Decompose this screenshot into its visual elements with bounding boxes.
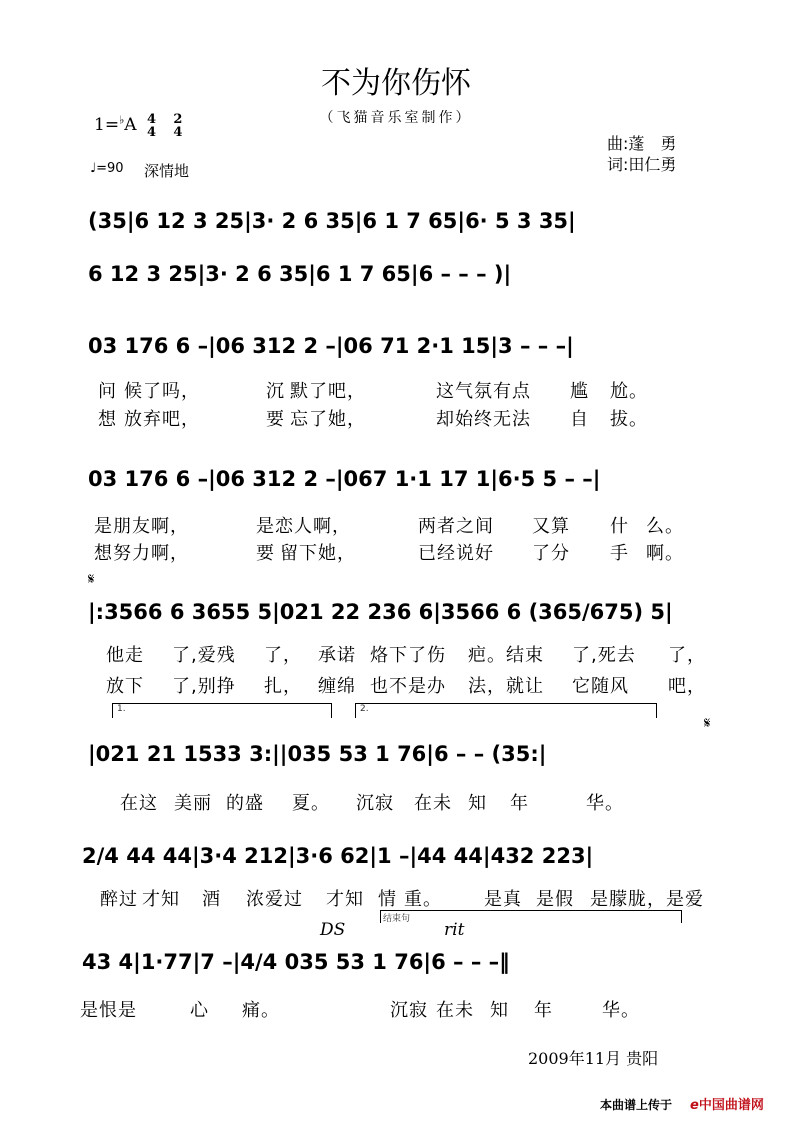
lyric: 手 [610, 543, 629, 564]
rit-marking: rit [444, 920, 465, 940]
tempo-mark: ♩=90 [90, 161, 124, 176]
lyric: 两者之间 [418, 516, 494, 537]
lyric: 情 [378, 889, 397, 910]
producer-note: （飞猫音乐室制作） [319, 110, 473, 126]
lyric: 是朋友啊， [94, 516, 189, 537]
row-3-notes: 03 176 6 –|06 312 2 –|06 71 2·1 15|3 – – –| [88, 334, 574, 358]
row-6-notes: |021 21 1533 3:||035 53 1 76|6 – – (35:| [88, 742, 547, 766]
lyric: 浓爱过 [246, 889, 303, 910]
lyric: 也不是办 [370, 676, 446, 697]
segno-sign-2: 𝄋 [704, 714, 711, 732]
lyric: 了， [668, 645, 706, 666]
lyric: 在未 [436, 1000, 474, 1021]
lyric: 是真 [484, 889, 522, 910]
lyric: 这气氛有点 [436, 381, 531, 402]
lyricist-credit: 词:田仁勇 [607, 155, 677, 174]
lyric: 了， [264, 645, 302, 666]
lyric: 自 [570, 409, 589, 430]
lyric: 已经说好 [418, 543, 494, 564]
volta-bracket-2: 2. [355, 703, 657, 718]
lyric: 年 [534, 1000, 553, 1021]
lyric: 要 [266, 409, 285, 430]
score-row-4 [80, 463, 720, 497]
lyric: 承诺 [318, 645, 356, 666]
segno-sign-1: 𝄋 [88, 570, 95, 588]
lyric: 问 [98, 381, 117, 402]
time-signature-1: 4 4 [146, 112, 156, 140]
lyric: 华。 [586, 793, 624, 814]
lyric: 扎， [264, 676, 302, 697]
upload-note: 本曲谱上传于 [600, 1098, 673, 1112]
lyric: 了分 [532, 543, 570, 564]
lyric: 才知 [142, 889, 180, 910]
lyric: 知 [490, 1000, 509, 1021]
lyric: 候了吗， [124, 381, 200, 402]
lyric: 是朦胧，是爱 [590, 889, 704, 910]
song-title: 不为你伤怀 [321, 66, 471, 101]
lyric: 知 [468, 793, 487, 814]
row-4-notes: 03 176 6 –|06 312 2 –|067 1·1 17 1|6·5 5 – –| [88, 467, 601, 491]
lyric: 了,爱残 [172, 645, 236, 666]
date-place: 2009年11月 贵阳 [528, 1049, 659, 1068]
lyric: 酒 [202, 889, 221, 910]
lyric: 才知 [326, 889, 364, 910]
score-row-1 [80, 205, 720, 239]
time-signature-2: 2 4 [173, 112, 183, 140]
lyric: 美丽 [174, 793, 212, 814]
score-row-6 [80, 738, 720, 772]
lyric: 疤。结束 [468, 645, 544, 666]
key-prefix: 1= [94, 115, 120, 135]
lyric: 是假 [536, 889, 574, 910]
lyric: 醉过 [100, 889, 138, 910]
lyric: 夏。 [292, 793, 330, 814]
ending-phrase-bracket: 结束句 [380, 910, 682, 923]
lyric: 沉 [266, 381, 285, 402]
lyric: 他走 [106, 645, 144, 666]
lyric: 缠绵 [318, 676, 356, 697]
lyric: 沉寂 [356, 793, 394, 814]
lyric: 沉寂 [390, 1000, 428, 1021]
row-8-notes: 43 4|1·77|7 –|4/4 035 53 1 76|6 – – –‖ [82, 950, 510, 974]
lyric: 它随风 [572, 676, 629, 697]
site-logo: e中国曲谱网 [690, 1098, 764, 1113]
row-5-notes: |:3566 6 3655 5|021 22 236 6|3566 6 (365/675) 5| [88, 600, 673, 624]
lyric: 痛。 [242, 1000, 280, 1021]
lyric: 重。 [404, 889, 442, 910]
volta-bracket-1: 1. [112, 703, 332, 718]
lyric: 华。 [602, 1000, 640, 1021]
lyric: 忘了她， [290, 409, 366, 430]
lyric: 的盛 [226, 793, 264, 814]
lyric: 法，就让 [468, 676, 544, 697]
lyric: 留下她， [280, 543, 356, 564]
lyric: 什 [610, 516, 629, 537]
lyric: 想努力啊， [94, 543, 189, 564]
score-row-2 [80, 258, 720, 292]
flat-sign: ♭ [119, 113, 125, 127]
lyric: 尴 [570, 381, 589, 402]
score-row-7 [80, 840, 720, 874]
key-signature [94, 113, 182, 139]
lyric: 烙下了伤 [370, 645, 446, 666]
lyric: 又算 [532, 516, 570, 537]
lyric: 吧， [668, 676, 706, 697]
score-row-5 [80, 596, 720, 630]
lyric: 是恋人啊， [256, 516, 351, 537]
row-2-notes: 6 12 3 25|3· 2 6 35|6 1 7 65|6 – – – )| [88, 262, 512, 286]
ds-marking: DS [320, 920, 346, 940]
lyric: 了,别挣 [172, 676, 236, 697]
logo-e-icon: e [690, 1098, 699, 1113]
lyric: 在未 [414, 793, 452, 814]
lyric: 啊。 [646, 543, 684, 564]
lyric: 了,死去 [572, 645, 636, 666]
lyric: 放弃吧， [124, 409, 200, 430]
lyric: 放下 [106, 676, 144, 697]
lyric: 是恨是 [80, 1000, 137, 1021]
lyric: 拔。 [610, 409, 648, 430]
lyric: 要 [256, 543, 275, 564]
key-tonic: A [124, 115, 137, 135]
score-row-3 [80, 330, 720, 364]
expression-mark: 深情地 [144, 162, 190, 180]
lyric: 在这 [120, 793, 158, 814]
row-7-notes: 2/4 44 44|3·4 212|3·6 62|1 –|44 44|432 223| [82, 844, 594, 868]
row-1-notes: (35|6 12 3 25|3· 2 6 35|6 1 7 65|6· 5 3 35| [88, 209, 576, 233]
lyric: 尬。 [610, 381, 648, 402]
lyric: 默了吧， [290, 381, 366, 402]
lyric: 年 [510, 793, 529, 814]
lyric: 么。 [646, 516, 684, 537]
composer-credit: 曲:蓬 勇 [607, 134, 677, 153]
lyric: 想 [98, 409, 117, 430]
lyric: 心 [190, 1000, 209, 1021]
score-row-8 [80, 946, 720, 980]
lyric: 却始终无法 [436, 409, 531, 430]
